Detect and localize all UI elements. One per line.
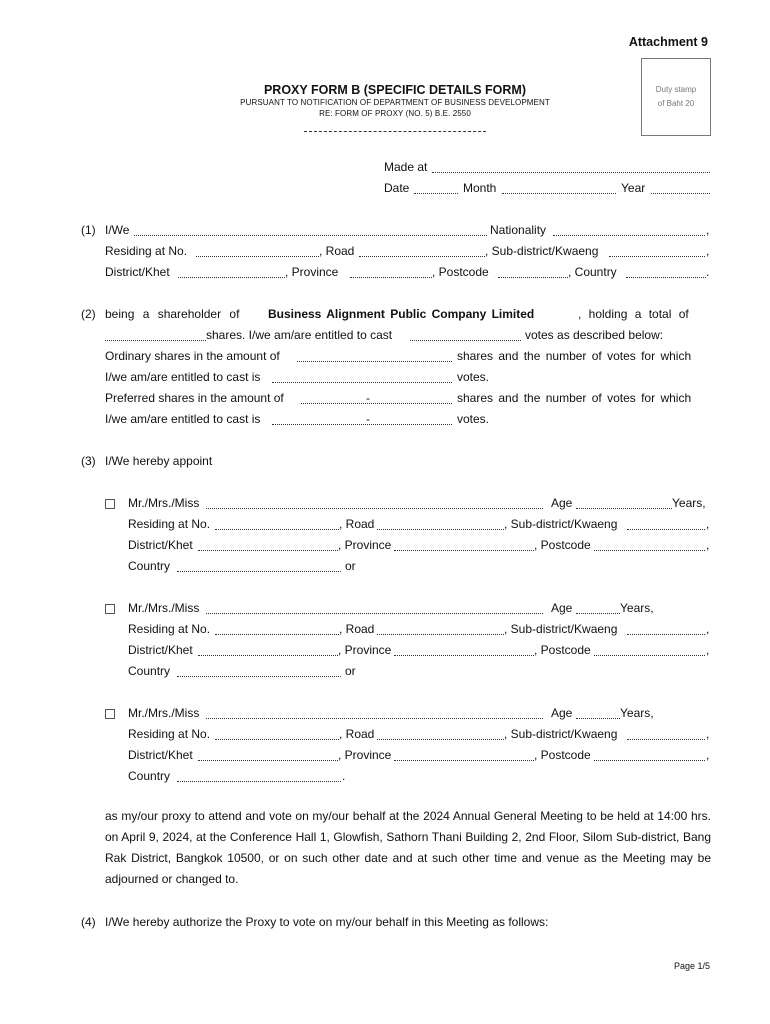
proxy2-country-field[interactable] — [177, 666, 341, 677]
form-subtitle-1: PURSUANT TO NOTIFICATION OF DEPARTMENT OF BUSINESS DEVELOPMENT — [240, 98, 550, 107]
date-row — [0, 181, 770, 199]
s2-ordinary-votes-label: votes. — [457, 370, 490, 384]
s2-being-label: being a shareholder of — [105, 307, 240, 321]
s2-row-1 — [0, 307, 770, 325]
s2-preferred-votes-label: votes. — [457, 412, 490, 426]
proxy3-years-label: Years, — [620, 706, 654, 720]
s2-preferred-votes-field[interactable] — [272, 414, 452, 425]
proxy1-province-field[interactable] — [394, 540, 534, 551]
s4-text: I/We hereby authorize the Proxy to vote on my/our behalf in this Meeting as follows: — [105, 915, 549, 929]
proxy2-road-field[interactable] — [377, 624, 504, 635]
s1-postcode-field[interactable] — [498, 267, 568, 278]
s2-ordinary-label: Ordinary shares in the amount of — [105, 349, 280, 363]
proxy3-postcode-field[interactable] — [594, 750, 705, 761]
proxy1-country-label: Country — [128, 559, 171, 573]
month-field[interactable] — [502, 183, 616, 194]
title-divider — [304, 131, 486, 132]
s2-row-4 — [0, 370, 770, 388]
proxy2-district-field[interactable] — [198, 645, 338, 656]
proxy3-row-3: District/Khet , Province , Postcode , — [128, 748, 710, 762]
made-at-field[interactable] — [432, 162, 710, 173]
proxy2-country-label: Country — [128, 664, 171, 678]
s2-company-name: Business Alignment Public Company Limited — [268, 307, 535, 321]
s4-number: (4) — [81, 915, 96, 929]
s2-holding-label: , holding a total of — [578, 307, 689, 321]
s2-ordinary-shares-field[interactable] — [297, 351, 452, 362]
s1-country-field[interactable] — [626, 267, 706, 278]
s2-total-votes-field[interactable] — [410, 330, 521, 341]
proxy2-residing-label: Residing at No. — [128, 622, 211, 636]
proxy1-row-3: District/Khet , Province , Postcode , — [128, 538, 710, 552]
proxy3-residing-field[interactable] — [215, 729, 339, 740]
proxy2-postcode-field[interactable] — [594, 645, 705, 656]
proxy3-age-field[interactable] — [576, 708, 620, 719]
s1-province-label: , Province — [285, 265, 339, 279]
s2-preferred-shares-and: shares and the number of votes for which — [457, 391, 692, 405]
s1-road-label: , Road — [319, 244, 355, 258]
s1-iwe-label: I/We — [105, 223, 130, 237]
proxy2-name-field[interactable] — [206, 603, 543, 614]
s1-subdistrict-field[interactable] — [609, 246, 705, 257]
proxy2-row-2: Residing at No. , Road , Sub-district/Kwaeng , — [128, 622, 710, 636]
proxy-authority-paragraph: as my/our proxy to attend and vote on my/our behalf at the 2024 Annual General Meeting to be held at 14:00 hrs. on April 9, 2024, at the Conference Hall 1, Glowfish, Sathorn Thani Building 2, 2nd Floor, Silom Sub-district, Bang Rak District, Bangkok 10500, or on such other date and at such other time and venue as the Meeting may be adjourned or changed to. — [105, 809, 711, 886]
date-field[interactable] — [414, 183, 458, 194]
s1-province-field[interactable] — [350, 267, 432, 278]
s2-row-6 — [0, 412, 770, 430]
s1-district-label: District/Khet — [105, 265, 170, 279]
s2-votes-desc-label: votes as described below: — [525, 328, 664, 342]
s1-row-1: (1) I/We Nationality , — [81, 223, 710, 237]
proxy1-postcode-label: , Postcode — [534, 538, 591, 552]
proxy1-row-2: Residing at No. , Road , Sub-district/Kwaeng , — [128, 517, 710, 531]
month-label: Month — [463, 181, 497, 195]
proxy3-checkbox[interactable] — [105, 709, 115, 719]
proxy1-name-field[interactable] — [206, 498, 543, 509]
s1-road-field[interactable] — [359, 246, 485, 257]
proxy2-age-field[interactable] — [576, 603, 620, 614]
proxy2-or-label: or — [345, 664, 356, 678]
s2-preferred-label: Preferred shares in the amount of — [105, 391, 284, 405]
proxy3-row-2: Residing at No. , Road , Sub-district/Kwaeng , — [128, 727, 710, 741]
proxy2-province-label: , Province — [338, 643, 392, 657]
proxy3-country-field[interactable] — [177, 771, 341, 782]
proxy2-subdistrict-label: , Sub-district/Kwaeng — [504, 622, 618, 636]
proxy2-row-3: District/Khet , Province , Postcode , — [128, 643, 710, 657]
form-title: PROXY FORM B (SPECIFIC DETAILS FORM) — [263, 83, 527, 97]
proxy1-residing-field[interactable] — [215, 519, 339, 530]
proxy3-road-field[interactable] — [377, 729, 504, 740]
proxy2-province-field[interactable] — [394, 645, 534, 656]
s2-shares-entitled-label: shares. I/we am/are entitled to cast — [206, 328, 393, 342]
proxy1-road-field[interactable] — [377, 519, 504, 530]
s3-appoint-label: I/We hereby appoint — [105, 454, 213, 468]
proxy2-road-label: , Road — [339, 622, 375, 636]
proxy3-mr-label: Mr./Mrs./Miss — [128, 706, 200, 720]
s2-total-shares-field[interactable] — [105, 330, 206, 341]
proxy1-checkbox[interactable] — [105, 499, 115, 509]
s1-residing-field[interactable] — [196, 246, 319, 257]
s1-subdistrict-label: , Sub-district/Kwaeng — [485, 244, 599, 258]
proxy3-name-field[interactable] — [206, 708, 543, 719]
proxy3-postcode-label: , Postcode — [534, 748, 591, 762]
proxy1-district-label: District/Khet — [128, 538, 193, 552]
proxy1-age-field[interactable] — [576, 498, 672, 509]
proxy2-row-1 — [0, 601, 770, 619]
s1-row-3: District/Khet , Province , Postcode , Country . — [105, 265, 710, 279]
year-field[interactable] — [651, 183, 710, 194]
s2-row-5 — [0, 391, 770, 409]
proxy1-province-label: , Province — [338, 538, 392, 552]
proxy1-district-field[interactable] — [198, 540, 338, 551]
proxy1-row-1 — [0, 496, 770, 514]
proxy2-years-label: Years, — [620, 601, 654, 615]
s1-name-field[interactable] — [134, 225, 487, 236]
stamp-line-1: Duty stamp — [655, 85, 697, 94]
s2-row-2 — [0, 328, 770, 346]
proxy2-row-4 — [0, 664, 770, 682]
proxy2-district-label: District/Khet — [128, 643, 193, 657]
proxy3-row-1 — [0, 706, 770, 724]
s2-number: (2) — [81, 307, 96, 321]
s2-preferred-cast-label: I/we am/are entitled to cast is — [105, 412, 261, 426]
proxy1-subdistrict-field[interactable] — [627, 519, 705, 530]
proxy3-district-label: District/Khet — [128, 748, 193, 762]
s3-number: (3) — [81, 454, 96, 468]
attachment-label: Attachment 9 — [628, 35, 708, 49]
proxy2-residing-field[interactable] — [215, 624, 339, 635]
proxy3-road-label: , Road — [339, 727, 375, 741]
proxy1-row-4 — [0, 559, 770, 577]
proxy3-subdistrict-field[interactable] — [627, 729, 705, 740]
proxy1-or-label: or — [345, 559, 356, 573]
proxy3-province-field[interactable] — [394, 750, 534, 761]
page-number: Page 1/5 — [673, 961, 710, 971]
proxy1-mr-label: Mr./Mrs./Miss — [128, 496, 200, 510]
duty-stamp-box — [641, 58, 711, 136]
s4-row — [0, 915, 770, 933]
made-at-label: Made at — [384, 160, 428, 174]
s2-preferred-shares-field[interactable] — [301, 393, 452, 404]
made-at-row — [0, 160, 770, 178]
proxy2-mr-label: Mr./Mrs./Miss — [128, 601, 200, 615]
s2-ordinary-shares-and: shares and the number of votes for which — [457, 349, 692, 363]
proxy1-age-label: Age — [551, 496, 573, 510]
proxy2-postcode-label: , Postcode — [534, 643, 591, 657]
s2-preferred-votes-dash: - — [366, 412, 370, 426]
proxy2-age-label: Age — [551, 601, 573, 615]
proxy1-years-label: Years, — [672, 496, 706, 510]
s2-ordinary-votes-field[interactable] — [272, 372, 452, 383]
proxy1-road-label: , Road — [339, 517, 375, 531]
s2-row-3 — [0, 349, 770, 367]
s1-number: (1) — [81, 223, 96, 237]
proxy3-country-label: Country — [128, 769, 171, 783]
s1-nationality-label: Nationality — [490, 223, 547, 237]
proxy3-age-label: Age — [551, 706, 573, 720]
s1-district-field[interactable] — [178, 267, 285, 278]
s1-row-2: Residing at No. , Road , Sub-district/Kwaeng , — [105, 244, 710, 258]
proxy3-subdistrict-label: , Sub-district/Kwaeng — [504, 727, 618, 741]
proxy2-checkbox[interactable] — [105, 604, 115, 614]
proxy1-postcode-field[interactable] — [594, 540, 705, 551]
proxy1-country-field[interactable] — [177, 561, 341, 572]
s3-heading-row — [0, 454, 770, 472]
s2-preferred-shares-dash: - — [366, 391, 370, 405]
s1-nationality-field[interactable] — [553, 225, 705, 236]
s2-ordinary-cast-label: I/we am/are entitled to cast is — [105, 370, 261, 384]
s1-country-label: , Country — [568, 265, 617, 279]
proxy1-residing-label: Residing at No. — [128, 517, 211, 531]
proxy3-row-4: Country . — [128, 769, 346, 783]
s1-residing-label: Residing at No. — [105, 244, 188, 258]
proxy3-district-field[interactable] — [198, 750, 338, 761]
stamp-line-2: of Baht 20 — [657, 99, 695, 108]
form-subtitle-2: RE: FORM OF PROXY (NO. 5) B.E. 2550 — [319, 109, 471, 118]
proxy3-residing-label: Residing at No. — [128, 727, 211, 741]
proxy1-subdistrict-label: , Sub-district/Kwaeng — [504, 517, 618, 531]
proxy2-subdistrict-field[interactable] — [627, 624, 705, 635]
s1-postcode-label: , Postcode — [432, 265, 489, 279]
proxy3-province-label: , Province — [338, 748, 392, 762]
date-label: Date — [384, 181, 410, 195]
year-label: Year — [621, 181, 646, 195]
